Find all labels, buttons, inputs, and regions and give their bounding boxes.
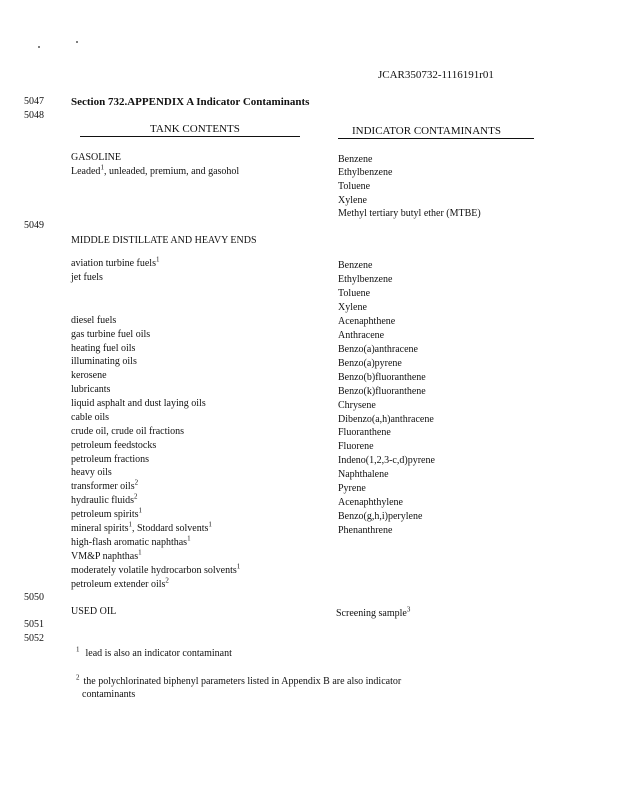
tank-content-item (71, 520, 212, 534)
tank-content-item: heating fuel oils (71, 343, 136, 354)
indicator-contaminant: Acenaphthene (338, 316, 396, 327)
tank-content-item (71, 492, 138, 506)
tank-content-item (71, 562, 241, 576)
indicator-contaminant: Acenaphthylene (338, 497, 403, 508)
footnote-ref: 2 (134, 492, 138, 501)
footnote-text: lead is also an indicator contaminant (85, 648, 232, 659)
tank-content-item: liquid asphalt and dust laying oils (71, 398, 206, 409)
line-number: 5052 (24, 633, 44, 644)
tank-content-item: lubricants (71, 384, 111, 395)
indicator-contaminant: Benzo(b)fluoranthene (338, 372, 426, 383)
line-number: 5047 (24, 96, 44, 107)
indicator-contaminant: Benzo(k)fluoranthene (338, 386, 426, 397)
indicator-contaminant: Phenanthrene (338, 525, 393, 536)
tank-content-item: illuminating oils (71, 356, 137, 367)
gasoline-contaminant: Toluene (338, 181, 371, 192)
footnote-mark: 2 (76, 673, 80, 682)
tank-content-item (71, 576, 169, 590)
scan-speck (38, 46, 40, 48)
footnote-text: the polychlorinated biphenyl parameters listed in Appendix B are also indicator (83, 676, 402, 687)
line-number: 5048 (24, 110, 44, 121)
item-text: , Stoddard solvents (132, 523, 209, 534)
footnote-ref: 1 (208, 520, 212, 529)
document-id: JCAR350732-1116191r01 (378, 69, 494, 81)
footnote-ref: 1 (138, 548, 142, 557)
indicator-contaminants-underline (338, 138, 534, 139)
footnote-ref: 1 (155, 255, 160, 264)
line-number: 5051 (24, 619, 44, 630)
footnote-2 (76, 673, 402, 687)
indicator-contaminant: Fluoranthene (338, 427, 391, 438)
item-text: hydraulic fluids (71, 495, 135, 506)
scan-speck (76, 41, 78, 43)
tank-content-item: petroleum fractions (71, 454, 150, 465)
item-text: aviation turbine fuels (71, 258, 156, 269)
item-text: transformer oils (71, 481, 135, 492)
line-number: 5050 (24, 592, 44, 603)
footnote-ref: 1 (138, 506, 142, 515)
indicator-contaminant: Anthracene (338, 330, 385, 341)
tank-contents-header: TANK CONTENTS (150, 123, 240, 135)
used-oil-title: USED OIL (71, 606, 117, 617)
footnote-ref: 3 (406, 605, 411, 614)
footnote-mark: 1 (76, 645, 80, 654)
footnote-ref: 2 (165, 576, 169, 585)
item-text: moderately volatile hydrocarbon solvents (71, 565, 237, 576)
footnote-ref: 1 (187, 534, 191, 543)
tank-content-item (71, 255, 160, 269)
used-oil-contaminant (336, 605, 411, 619)
tank-content-item (71, 478, 139, 492)
indicator-contaminants-header: INDICATOR CONTAMINANTS (352, 125, 501, 137)
indicator-contaminant: Pyrene (338, 483, 366, 494)
tank-content-item: kerosene (71, 370, 107, 381)
indicator-contaminant: Toluene (338, 288, 371, 299)
footnote-ref: 2 (134, 478, 139, 487)
indicator-contaminant: Fluorene (338, 441, 374, 452)
gasoline-contaminant: Ethylbenzene (338, 167, 393, 178)
indicator-contaminant: Ethylbenzene (338, 274, 393, 285)
item-text: high-flash aromatic naphthas (71, 537, 188, 548)
gasoline-title: GASOLINE (71, 152, 121, 163)
footnote-2-continuation: contaminants (82, 689, 136, 700)
gasoline-desc-text: , unleaded, premium, and gasohol (103, 166, 240, 177)
indicator-contaminant: Benzo(g,h,i)perylene (338, 511, 423, 522)
item-text: petroleum spirits (71, 509, 139, 520)
gasoline-contaminant: Xylene (338, 195, 367, 206)
middle-distillate-title: MIDDLE DISTILLATE AND HEAVY ENDS (71, 235, 257, 246)
indicator-contaminant: Benzo(a)anthracene (338, 344, 418, 355)
indicator-contaminant: Xylene (338, 302, 367, 313)
footnote-ref: 1 (100, 163, 104, 172)
item-text: VM&P naphthas (71, 551, 139, 562)
gasoline-contaminant: Benzene (338, 154, 373, 165)
tank-content-item: petroleum feedstocks (71, 440, 157, 451)
item-text: mineral spirits (71, 523, 129, 534)
item-text: petroleum extender oils (71, 579, 166, 590)
indicator-contaminant: Dibenzo(a,h)anthracene (338, 414, 434, 425)
tank-content-item (71, 534, 191, 548)
footnote-ref: 1 (236, 562, 241, 571)
gasoline-contaminant: Methyl tertiary butyl ether (MTBE) (338, 208, 481, 219)
indicator-contaminant: Indeno(1,2,3-c,d)pyrene (338, 455, 435, 466)
tank-content-item: gas turbine fuel oils (71, 329, 151, 340)
indicator-contaminant: Benzo(a)pyrene (338, 358, 402, 369)
item-text: Screening sample (336, 608, 407, 619)
gasoline-desc-text: Leaded (71, 166, 101, 177)
tank-content-item: jet fuels (71, 272, 103, 283)
indicator-contaminant: Chrysene (338, 400, 376, 411)
footnote-1 (76, 645, 232, 659)
tank-content-item: diesel fuels (71, 315, 117, 326)
indicator-contaminant: Benzene (338, 260, 373, 271)
footnote-ref: 1 (128, 520, 132, 529)
tank-content-item (71, 506, 142, 520)
tank-content-item: heavy oils (71, 467, 112, 478)
line-number: 5049 (24, 220, 44, 231)
tank-content-item: cable oils (71, 412, 110, 423)
tank-content-item (71, 548, 142, 562)
section-title: Section 732.APPENDIX A Indicator Contaminants (71, 96, 310, 108)
gasoline-description (71, 163, 240, 177)
tank-contents-underline (80, 136, 300, 137)
tank-content-item: crude oil, crude oil fractions (71, 426, 185, 437)
indicator-contaminant: Naphthalene (338, 469, 389, 480)
